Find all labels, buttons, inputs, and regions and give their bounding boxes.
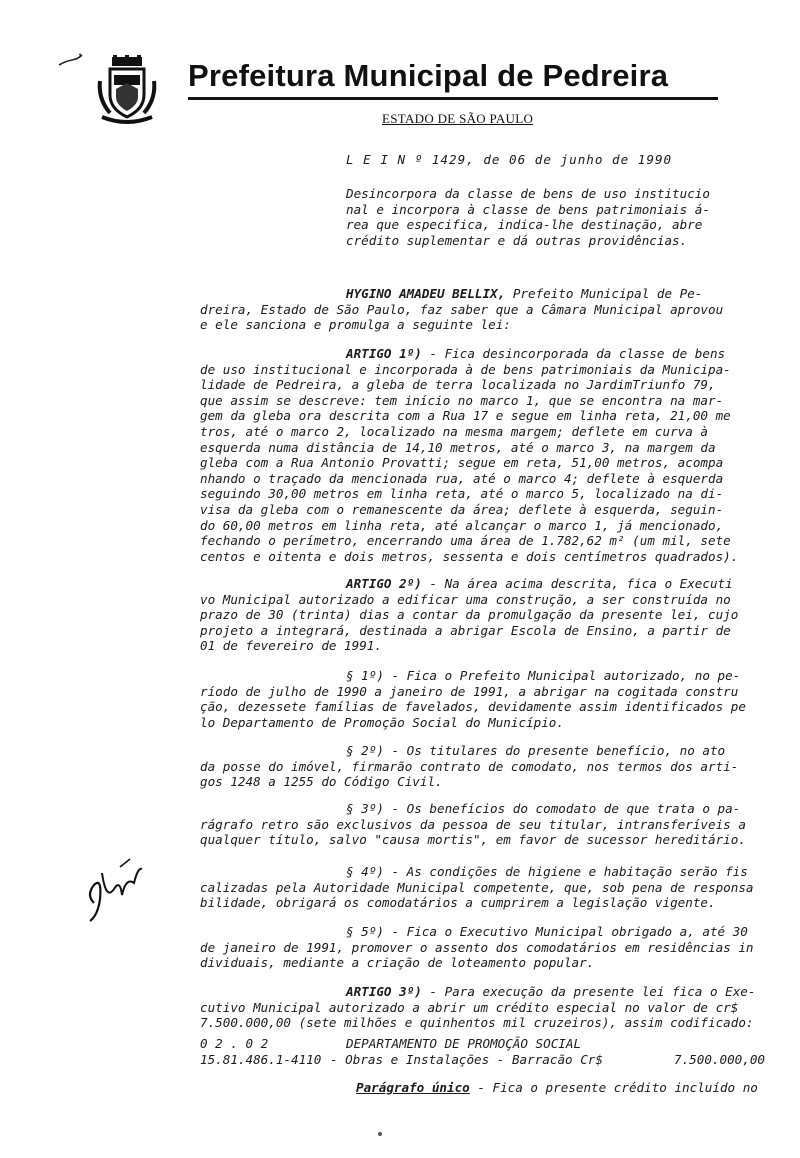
article-label: ARTIGO 1º) <box>346 346 422 361</box>
paragraph-line: da posse do imóvel, firmarão contrato de comodato, nos termos dos arti- <box>200 758 739 774</box>
paragraph-line: § 3º) - Os benefícios do comodato de que trata o pa- <box>346 801 741 816</box>
title-underline <box>188 97 718 100</box>
article-line: visa da gleba com o remanescente da área; deflete à esquerda, seguin- <box>200 501 724 517</box>
paragraph-4 <box>200 864 754 911</box>
sole-paragraph <box>200 1080 758 1096</box>
article-line: 01 de fevereiro de 1991. <box>200 638 382 654</box>
article-line: seguindo 30,00 metros em linha reta, até o marco 5, localizado na di- <box>200 486 724 502</box>
article-line: projeto a integrará, destinada a abrigar Escola de Ensino, a partir de <box>200 622 731 638</box>
municipality-title: Prefeitura Municipal de Pedreira <box>188 58 669 93</box>
paragraph-3 <box>200 801 746 848</box>
paragraph-line: ríodo de julho de 1990 a janeiro de 1991, a abrigar na cogitada constru <box>200 683 739 699</box>
article-line: fechando o perímetro, encerrando uma área de 1.782,62 m² (um mil, sete <box>200 533 731 549</box>
article-line: - Para execução da presente lei fica o Exe- <box>421 984 756 999</box>
paragraph-2 <box>200 743 738 790</box>
paragraph-line: bilidade, obrigará os comodatários a cumprirem a legislação vigente. <box>200 895 716 911</box>
budget-line-2 <box>200 1052 765 1068</box>
article-line: de uso institucional e incorporada à de bens patrimoniais da Municipa- <box>200 361 731 377</box>
budget-line-1 <box>200 1036 582 1052</box>
ementa-line: rea que especifica, indica-lhe destinação, abre <box>346 217 703 233</box>
paragraph-line: § 2º) - Os titulares do presente benefício, no ato <box>346 743 726 758</box>
article-2 <box>200 576 738 654</box>
paragraph-line: de janeiro de 1991, promover o assento dos comodatários em residências in <box>200 939 754 955</box>
article-line: - Fica desincorporada da classe de bens <box>421 346 726 361</box>
article-3 <box>200 984 755 1031</box>
intro-line: Prefeito Municipal de Pe- <box>505 286 703 301</box>
paragraph-line: rágrafo retro são exclusivos da pessoa de seu titular, intransferíveis a <box>200 816 746 832</box>
article-line: - Na área acima descrita, fica o Executi <box>421 576 733 591</box>
paragraph-line: § 5º) - Fica o Executivo Municipal obrigado a, até 30 <box>346 924 748 939</box>
paragraph-line: qualquer título, salvo "causa mortis", em favor de sucessor hereditário. <box>200 832 746 848</box>
article-line: prazo de 30 (trinta) dias a contar da promulgação da presente lei, cujo <box>200 607 739 623</box>
sole-paragraph-label: Parágrafo único <box>356 1080 470 1095</box>
sole-paragraph-text: - Fica o presente crédito incluído no <box>469 1080 758 1095</box>
budget-description: DEPARTAMENTO DE PROMOÇÃO SOCIAL <box>346 1036 582 1051</box>
paragraph-line: ção, dezessete famílias de favelados, devidamente assim identificados pe <box>200 699 746 715</box>
article-line: gleba com a Rua Antonio Provatti; segue em reta, 51,00 metros, acompa <box>200 455 724 471</box>
article-line: 7.500.000,00 (sete milhões e quinhentos mil cruzeiros), assim codificado: <box>200 1015 754 1031</box>
article-line: gem da gleba ora descrita com a Rua 17 e segue em linha reta, 21,00 me <box>200 408 731 424</box>
ementa-line: crédito suplementar e dá outras providências. <box>346 232 688 248</box>
article-line: do 60,00 metros em linha reta, até alcançar o marco 1, já mencionado, <box>200 517 724 533</box>
ementa-line: nal e incorpora à classe de bens patrimoniais á- <box>346 201 710 217</box>
pen-stroke-icon <box>58 52 84 68</box>
paragraph-line: calizadas pela Autoridade Municipal competente, que, sob pena de responsa <box>200 879 754 895</box>
article-1 <box>200 346 738 564</box>
paragraph-5 <box>200 924 754 971</box>
intro-line: dreira, Estado de São Paulo, faz saber que a Câmara Municipal aprovou <box>200 301 724 317</box>
intro-line: e ele sanciona e promulga a seguinte lei: <box>200 317 511 333</box>
article-line: que assim se descreve: tem início no marco 1, que se encontra na mar- <box>200 392 724 408</box>
article-line: tros, até o marco 2, localizado na mesma margem; deflete em curva à <box>200 423 708 439</box>
handwritten-initials-icon <box>80 855 170 925</box>
state-name: ESTADO DE SÃO PAULO <box>382 111 534 126</box>
article-line: nhando o traçado da mencionada rua, até o marco 4; deflete à esquerda <box>200 470 724 486</box>
article-line: centos e oitenta e dois metros, sessenta e dois centímetros quadrados). <box>200 548 739 564</box>
law-heading: L E I N º 1429, de 06 de junho de 1990 <box>346 152 673 167</box>
paragraph-line: § 1º) - Fica o Prefeito Municipal autorizado, no pe- <box>346 668 741 683</box>
mayor-name: HYGINO AMADEU BELLIX, <box>346 286 506 301</box>
budget-value: 7.500.000,00 <box>674 1052 765 1067</box>
municipal-crest-icon <box>96 55 158 125</box>
paragraph-1 <box>200 668 746 730</box>
article-label: ARTIGO 2º) <box>346 576 422 591</box>
paragraph-line: lo Departamento de Promoção Social do Município. <box>200 714 564 730</box>
paragraph-line: dividuais, mediante a criação de loteamento popular. <box>200 955 595 971</box>
budget-code: 0 2 . 0 2 <box>200 1036 269 1051</box>
ementa-line: Desincorpora da classe de bens de uso institucio <box>346 186 710 201</box>
article-line: esquerda numa distância de 14,10 metros, até o marco 3, na margem da <box>200 439 716 455</box>
article-line: vo Municipal autorizado a edificar uma construção, a ser construída no <box>200 591 731 607</box>
law-ementa <box>346 186 710 248</box>
paragraph-line: gos 1248 a 1255 do Código Civil. <box>200 774 443 790</box>
budget-code: 15.81.486.1-4110 <box>200 1052 322 1067</box>
stray-dot <box>378 1132 382 1136</box>
article-line: cutivo Municipal autorizado a abrir um crédito especial no valor de cr$ <box>200 999 739 1015</box>
intro-paragraph <box>200 286 723 333</box>
article-line: lidade de Pedreira, a gleba de terra localizada no JardimTriunfo 79, <box>200 377 716 393</box>
paragraph-line: § 4º) - As condições de higiene e habitação serão fis <box>346 864 748 879</box>
article-label: ARTIGO 3º) <box>346 984 422 999</box>
budget-description: - Obras e Instalações - Barracão Cr$ <box>330 1052 603 1067</box>
